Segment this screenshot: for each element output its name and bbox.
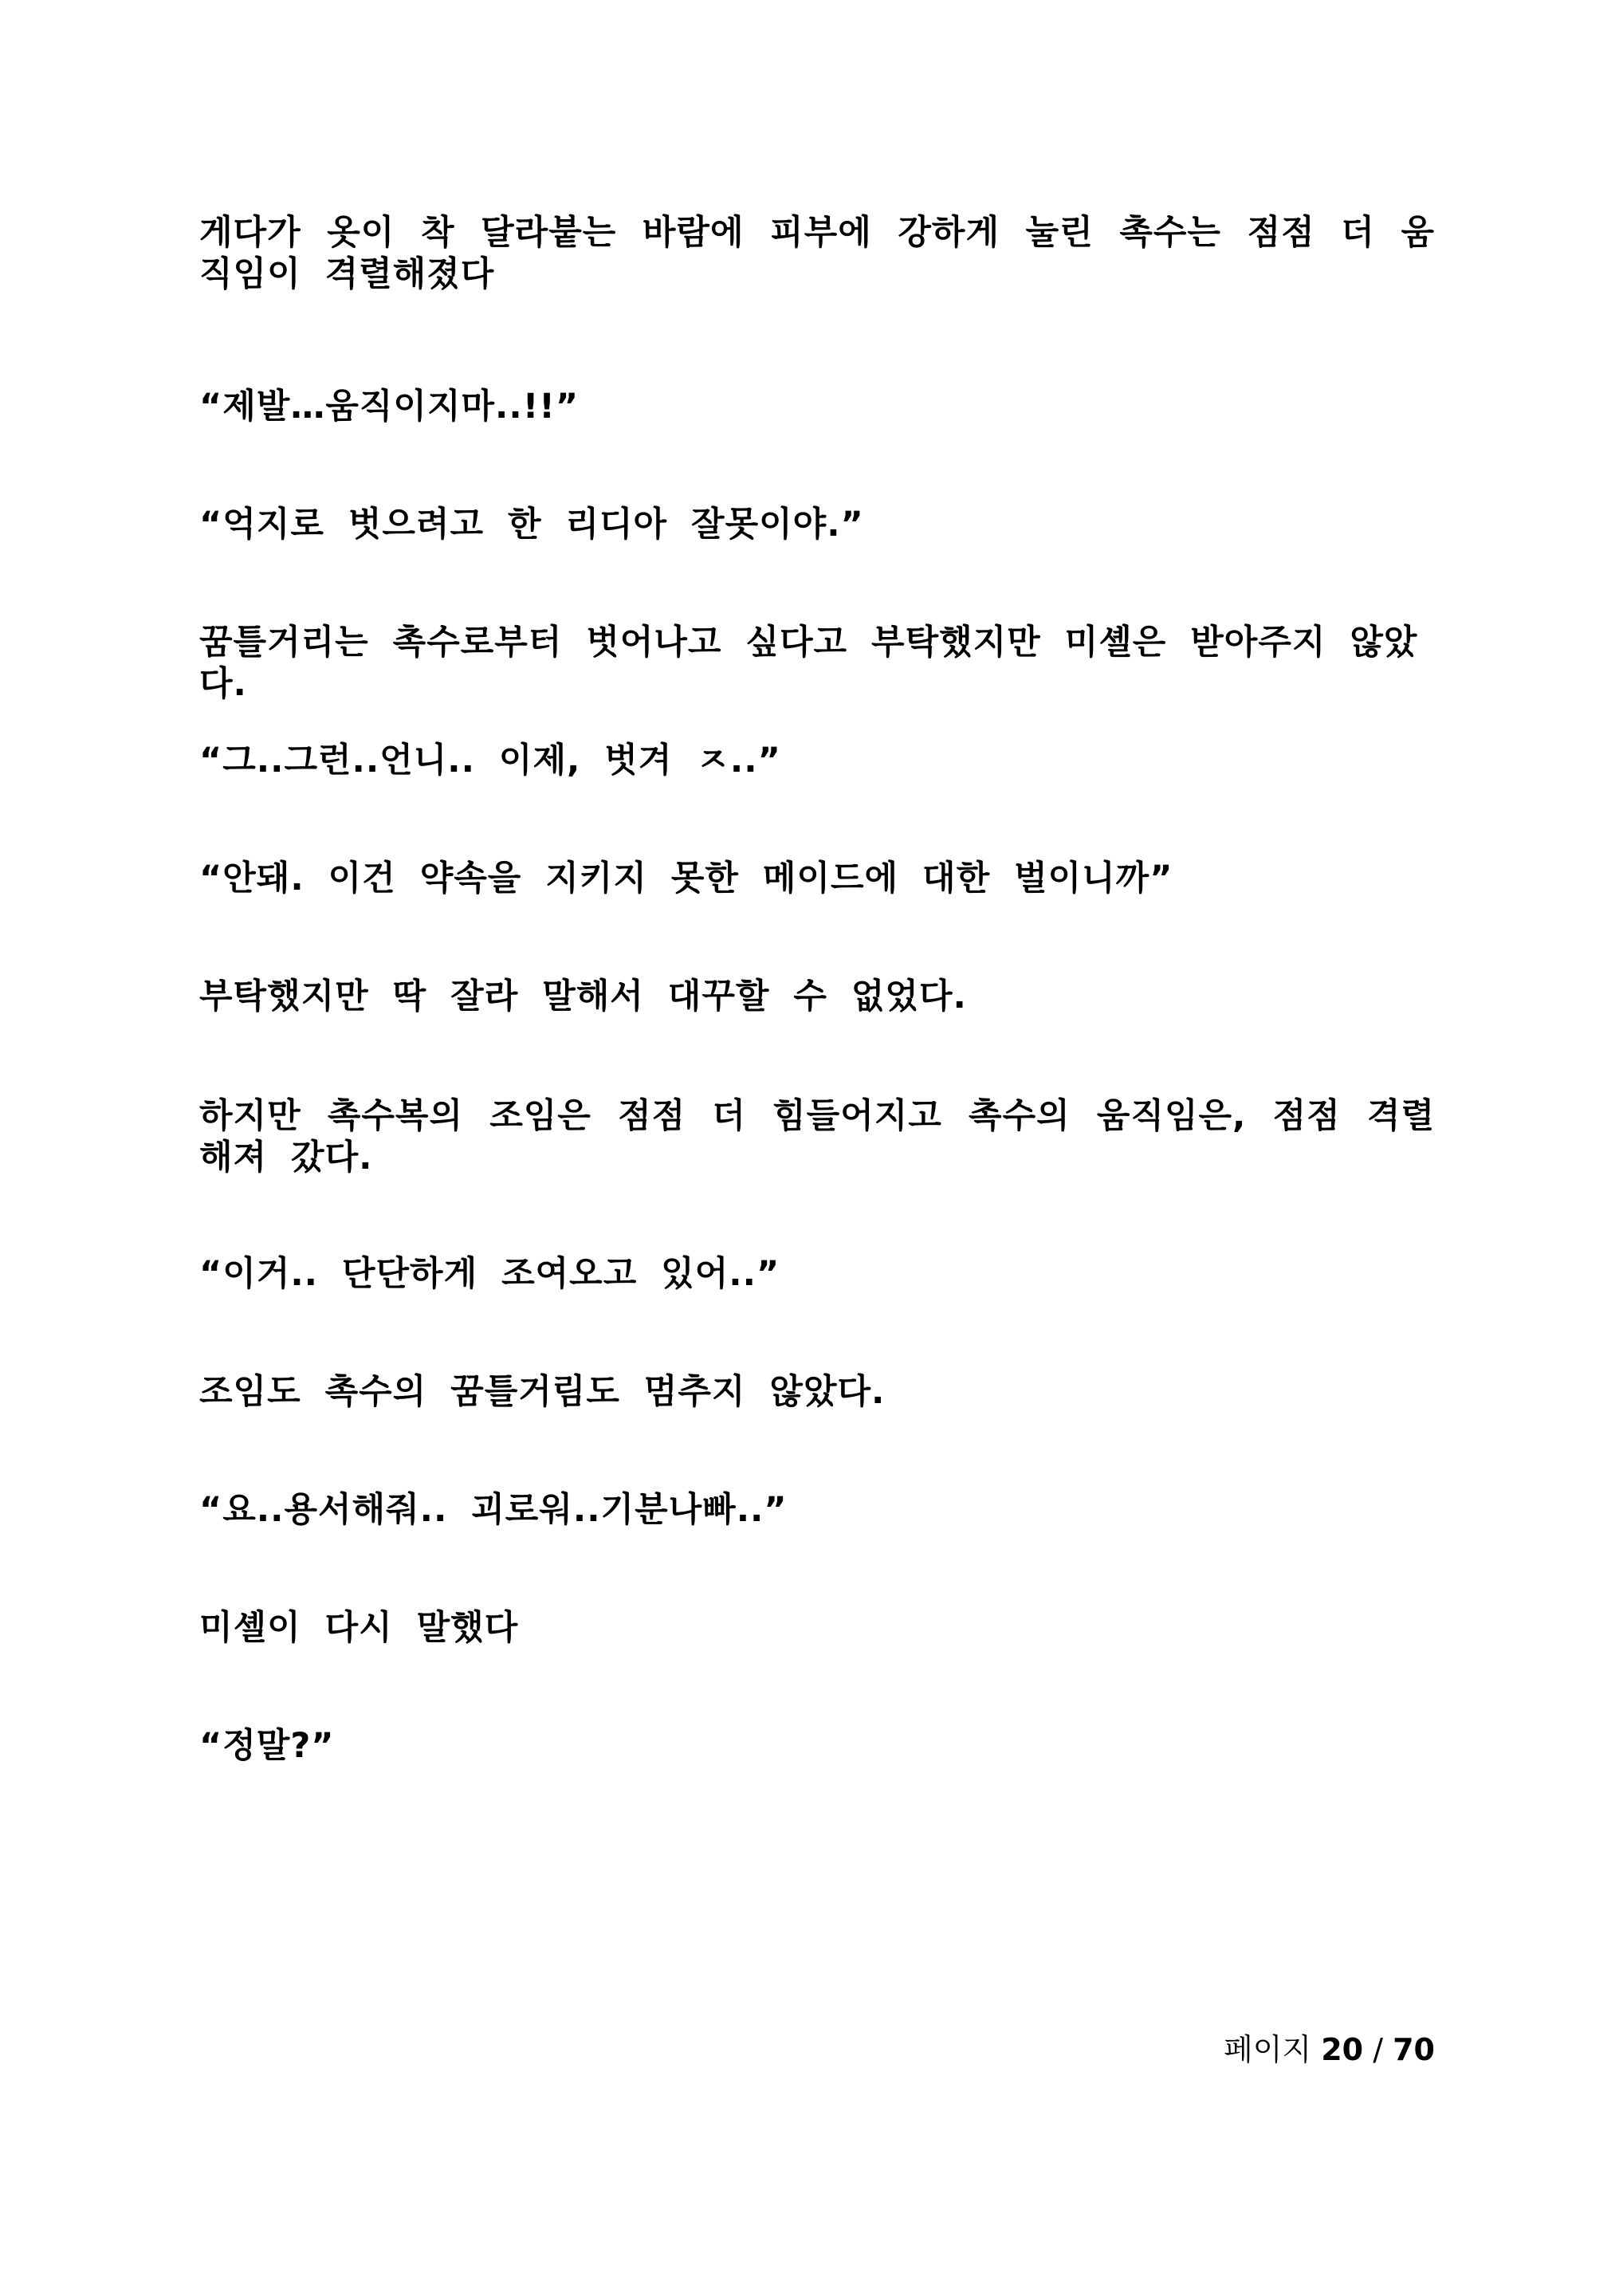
paragraph-12: 미셸이 다시 말했다 bbox=[199, 1608, 519, 1648]
current-page-number: 20 bbox=[1321, 2032, 1364, 2067]
paragraph-10: 조임도 촉수의 꿈틀거림도 멈추지 않았다. bbox=[199, 1372, 886, 1412]
page-separator: / bbox=[1373, 2032, 1384, 2067]
paragraph-9: “이거.. 단단하게 조여오고 있어..” bbox=[199, 1254, 780, 1294]
paragraph-6: “안돼. 이건 약속을 지키지 못한 메이드에 대한 벌이니까” bbox=[199, 859, 1173, 898]
page-label: 페이지 bbox=[1224, 2032, 1312, 2067]
paragraph-11: “요..용서해줘.. 괴로워..기분나빠..” bbox=[199, 1490, 788, 1530]
paragraph-7: 부탁했지만 딱 잘라 말해서 대꾸할 수 없었다. bbox=[199, 977, 967, 1016]
paragraph-1: 게다가 옷이 착 달라붙는 바람에 피부에 강하게 눌린 촉수는 점점 더 움직임이 격렬해졌다 bbox=[199, 213, 1435, 294]
paragraph-2: “제발…움직이지마..!!” bbox=[199, 387, 580, 427]
paragraph-3: “억지로 벗으려고 한 리디아 잘못이야.” bbox=[199, 505, 864, 545]
paragraph-13: “정말?” bbox=[199, 1726, 335, 1766]
paragraph-5: “그..그런..언니.. 이제, 벗겨 ㅈ..” bbox=[199, 741, 781, 780]
page-number-footer bbox=[1224, 2031, 1435, 2068]
paragraph-4: 꿈틀거리는 촉수로부터 벗어나고 싶다고 부탁했지만 미셸은 받아주지 않았다. bbox=[199, 623, 1418, 704]
paragraph-8: 하지만 촉수복의 조임은 점점 더 힘들어지고 촉수의 움직임은, 점점 격렬해져 갔다. bbox=[199, 1096, 1435, 1177]
total-page-number: 70 bbox=[1393, 2032, 1435, 2067]
